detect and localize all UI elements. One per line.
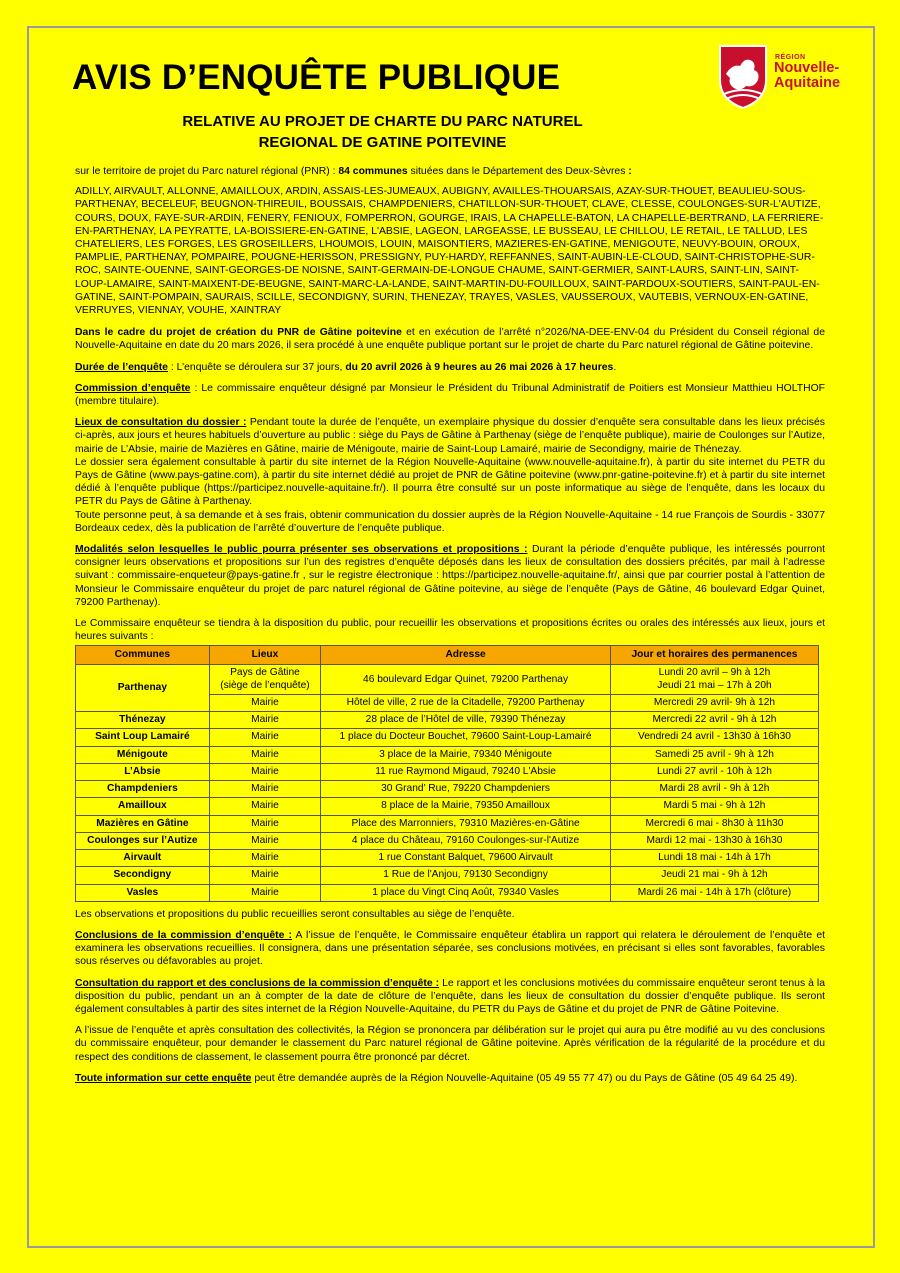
lieu-cell: Mairie [209,867,320,884]
adresse-cell: 28 place de l’Hôtel de ville, 79390 Thénezay [321,712,611,729]
modalites-paragraph: Modalités selon lesquelles le public pourra présenter ses observations et propositions : Durant la période d’enquête publique, les intéressés pourront consigner leurs observations et propositions sur l’un des registres d’enquête déposés dans les lieux de consultation des dossiers précités, par mail à l’adresse suivant : commissaire-enqueteur@pays-gatine.fr , sur le registre électronique : https://participez.nouvelle-aquitaine.fr/, ainsi que par courrier postal à l’attention de Monsieur le Commissaire enquêteur du projet de parc naturel régional de Gâtine poitevine, au siège de l’enquête (Pays de Gâtine, 46 boulevard Edgar Quinet, 79200 Parthenay). [75,544,825,608]
lieux-online-paragraph: Le dossier sera également consultable à partir du site internet de la Région Nouvelle-Aquitaine (www.nouvelle-aquitaine.fr), à partir du site internet du PETR du Pays de Gâtine (www.pays-gatine.com), à partir du site internet dédié au projet de PNR de Gâtine poitevine (www.pnr-gatine-poitevine.fr) et à partir du site internet dédié à l’enquête publique (https://participez.nouvelle-aquitaine.fr/). Il pourra être consulté sur un poste informatique au siège de l’enquête, dans les locaux du PETR du Pays de Gâtine à Parthenay. [75,456,825,508]
lieu-cell: Mairie [209,712,320,729]
observations-note: Les observations et propositions du public recueillies seront consultables au siège de l’enquête. [75,908,515,920]
lieu-cell: Pays de Gâtine (siège de l’enquête) [209,665,320,694]
adresse-cell: 30 Grand’ Rue, 79220 Champdeniers [321,781,611,798]
lieu-cell: Mairie [209,850,320,867]
horaire-cell: Mercredi 6 mai - 8h30 à 11h30 [610,815,818,832]
commune-cell: Airvault [76,850,210,867]
commune-cell: Mazières en Gâtine [76,815,210,832]
horaire-cell: Mardi 5 mai - 9h à 12h [610,798,818,815]
adresse-cell: 8 place de la Mairie, 79350 Amailloux [321,798,611,815]
lieu-cell: Mairie [209,798,320,815]
lieu-cell: Mairie [209,694,320,711]
issue-paragraph: A l’issue de l’enquête et après consultation des collectivités, la Région se prononcera par délibération sur le projet qui aura pu être modifié au vu des conclusions du commissaire enquêteur, pour demander le classement du Parc naturel régional de Gâtine poitevine. Après vérification de la régularité de la procédure et du respect des conditions de classement, le classement pourra être prononcé par décret. [75,1025,825,1063]
permanences-intro: Le Commissaire enquêteur se tiendra à la disposition du public, pour recueillir les observations et propositions écrites ou orales des intéressés aux lieux, jours et heures suivants : [75,618,825,643]
horaire-cell: Mardi 28 avril - 9h à 12h [610,781,818,798]
adresse-cell: Hôtel de ville, 2 rue de la Citadelle, 79200 Parthenay [321,694,611,711]
commune-cell: Thénezay [76,712,210,729]
horaire-cell: Jeudi 21 mai - 9h à 12h [610,867,818,884]
lieu-cell: Mairie [209,884,320,901]
adresse-cell: Place des Marronniers, 79310 Mazières-en-Gâtine [321,815,611,832]
table-row [76,815,819,832]
lieu-cell: Mairie [209,746,320,763]
cadre-paragraph: Dans le cadre du projet de création du PNR de Gâtine poitevine et en exécution de l’arrêté n°2026/NA-DEE-ENV-04 du Président du Conseil régional de Nouvelle-Aquitaine en date du 20 mars 2026, il sera procédé à une enquête publique portant sur le projet de charte du Parc naturel régional de Gâtine poitevine. [75,327,825,352]
notice-body [75,165,825,1093]
lieu-cell: Mairie [209,729,320,746]
table-row [76,763,819,780]
commune-cell: Champdeniers [76,781,210,798]
lieu-cell: Mairie [209,815,320,832]
commune-cell: Ménigoute [76,746,210,763]
horaire-cell: Mercredi 29 avril- 9h à 12h [610,694,818,711]
table-row [76,884,819,901]
commission-paragraph: Commission d’enquête : Le commissaire enquêteur désigné par Monsieur le Président du Tribunal Administratif de Poitiers est Monsieur Matthieu HOLTHOF (membre titulaire). [75,382,826,408]
info-paragraph: Toute information sur cette enquête peut être demandée auprès de la Région Nouvelle-Aquitaine (05 49 55 77 47) ou du Pays de Gâtine (05 49 64 25 49). [75,1072,798,1084]
table-header: Lieux [209,645,320,665]
horaire-cell: Mardi 26 mai - 14h à 17h (clôture) [610,884,818,901]
table-row [76,746,819,763]
commune-cell: Parthenay [76,665,210,712]
lieu-cell: Mairie [209,832,320,849]
horaire-cell: Samedi 25 avril - 9h à 12h [610,746,818,763]
table-row [76,781,819,798]
table-row [76,665,819,694]
intro-text: sur le territoire de projet du Parc naturel régional (PNR) : 84 communes situées dans le Département des Deux-Sèvres : [75,166,632,177]
adresse-cell: 1 Rue de l'Anjou, 79130 Secondigny [321,867,611,884]
region-logo [716,44,861,110]
horaire-cell: Lundi 27 avril - 10h à 12h [610,763,818,780]
table-row [76,867,819,884]
page-title: AVIS D’ENQUÊTE PUBLIQUE [72,58,561,97]
lieu-cell: Mairie [209,763,320,780]
table-row [76,832,819,849]
consultation-rapport-paragraph: Consultation du rapport et des conclusions de la commission d’enquête : Le rapport et les conclusions motivées du commissaire enquêteur seront tenus à la disposition du public, pendant un an à compter de la date de clôture de l’enquête, dans les lieux de consultation du dossier d’enquête publique. Ils seront également consultables à partir des sites internet de la Région Nouvelle-Aquitaine, du PETR du Pays de Gâtine et du projet de PNR de Gâtine Poitevine. [75,977,825,1015]
horaire-cell: Mardi 12 mai - 13h30 à 16h30 [610,832,818,849]
logo-name: Nouvelle- Aquitaine [774,60,841,92]
horaire-cell: Lundi 18 mai - 14h à 17h [610,850,818,867]
table-header: Adresse [321,645,611,665]
table-row [76,798,819,815]
lion-shield-icon [716,44,770,110]
adresse-cell: 1 place du Vingt Cinq Août, 79340 Vasles [321,884,611,901]
horaire-cell: Mercredi 22 avril - 9h à 12h [610,712,818,729]
table-header: Jour et horaires des permanences [610,645,818,665]
communes-list: ADILLY, AIRVAULT, ALLONNE, AMAILLOUX, ARDIN, ASSAIS-LES-JUMEAUX, AUBIGNY, AVAILLES-THOUARSAIS, AZAY-SUR-THOUET, BEAULIEU-SOUS-PARTHENAY, BECELEUF, BEUGNON-THIREUIL, BOUSSAIS, CHAMPDENIERS, CHATILLON-SUR-THOUET, CLAVE, CLESSE, COULONGES-SUR-L'AUTIZE, COURS, DOUX, FAYE-SUR-ARDIN, FENERY, FENIOUX, FOMPERRON, GOURGE, IRAIS, LA CHAPELLE-BATON, LA CHAPELLE-BERTRAND, LA FERRIERE-EN-PARTHENAY, LA PEYRATTE, LA-BOISSIERE-EN-GATINE, L'ABSIE, LAGEON, LARGEASSE, LE BUSSEAU, LE CHILLOU, LE RETAIL, LE TALLUD, LES CHATELIERS, LES FORGES, LES GROSEILLERS, LHOUMOIS, LOUIN, MAISONTIERS, MAZIERES-EN-GATINE, MENIGOUTE, NEUVY-BOUIN, OROUX, PAMPLIE, PARTHENAY, POMPAIRE, POUGNE-HERISSON, PRESSIGNY, PUY-HARDY, REFFANNES, SAINT-AUBIN-LE-CLOUD, SAINT-CHRISTOPHE-SUR-ROC, SAINTE-OUENNE, SAINT-GEORGES-DE NOISNE, SAINT-GERMAIN-DE-LONGUE CHAUME, SAINT-GERMIER, SAINT-LAURS, SAINT-LIN, SAINT-LOUP-LAMAIRE, SAINT-MAIXENT-DE-BEUGNE, SAINT-MARC-LA-LANDE, SAINT-MARTIN-DU-FOUILLOUX, SAINT-PARDOUX-SOUTIERS, SAINT-PAUL-EN-GATINE, SAINT-POMPAIN, SAURAIS, SCILLE, SECONDIGNY, SURIN, THENEZAY, TRAYES, VASLES, VAUSSEROUX, VAUTEBIS, VERNOUX-EN-GATINE, VERRUYES, VIENNAY, VOUHE, XAINTRAY [75,186,824,317]
lieux-paragraph: Lieux de consultation du dossier : Pendant toute la durée de l’enquête, un exemplaire physique du dossier d’enquête sera consultable dans les lieux précisés ci-après, aux jours et heures habituels d’ouverture au public : siège du Pays de Gâtine à Parthenay (siège de l’enquête publique), mairie de Coulonges sur l’Autize, mairie de L’Absie, mairie de Mazières en Gâtine, mairie de Ménigoute, mairie de Saint-Loup Lamairé, mairie de Secondigny, mairie de Thénezay. [75,417,825,455]
commune-cell: Vasles [76,884,210,901]
adresse-cell: 46 boulevard Edgar Quinet, 79200 Parthenay [321,665,611,694]
table-header: Communes [76,645,210,665]
page-subtitle: RELATIVE AU PROJET DE CHARTE DU PARC NATUREL REGIONAL DE GATINE POITEVINE [182,113,583,151]
commune-cell: Coulonges sur l’Autize [76,832,210,849]
lieu-cell: Mairie [209,781,320,798]
adresse-cell: 3 place de la Mairie, 79340 Ménigoute [321,746,611,763]
lieux-communication-paragraph: Toute personne peut, à sa demande et à ses frais, obtenir communication du dossier auprès de la Région Nouvelle-Aquitaine - 14 rue François de Sourdis - 33077 Bordeaux cedex, dès la publication de l’arrêté d’ouverture de l’enquête publique. [75,509,825,534]
table-row [76,712,819,729]
logo-region-label: RÉGION [775,54,806,61]
table-row [76,850,819,867]
horaire-cell: Vendredi 24 avril - 13h30 à 16h30 [610,729,818,746]
adresse-cell: 11 rue Raymond Migaud, 79240 L'Absie [321,763,611,780]
adresse-cell: 1 place du Docteur Bouchet, 79600 Saint-Loup-Lamairé [321,729,611,746]
commune-cell: Secondigny [76,867,210,884]
horaire-cell: Lundi 20 avril – 9h à 12h Jeudi 21 mai – 17h à 20h [610,665,818,694]
conclusions-paragraph: Conclusions de la commission d’enquête : A l’issue de l’enquête, le Commissaire enquêteur établira un rapport qui relatera le déroulement de l’enquête et examinera les observations recueillies. Il consignera, dans une présentation séparée, ses conclusions motivées, en précisant si elles sont favorables, favorables sous réserves ou défavorables au projet. [75,929,825,968]
duree-paragraph: Durée de l’enquête : L’enquête se déroulera sur 37 jours, du 20 avril 2026 à 9 heures au 26 mai 2026 à 17 heures. [75,361,617,373]
commune-cell: Amailloux [76,798,210,815]
commune-cell: Saint Loup Lamairé [76,729,210,746]
adresse-cell: 4 place du Château, 79160 Coulonges-sur-l'Autize [321,832,611,849]
adresse-cell: 1 rue Constant Balquet, 79600 Airvault [321,850,611,867]
permanences-table [75,645,819,902]
commune-cell: L’Absie [76,763,210,780]
table-row [76,729,819,746]
